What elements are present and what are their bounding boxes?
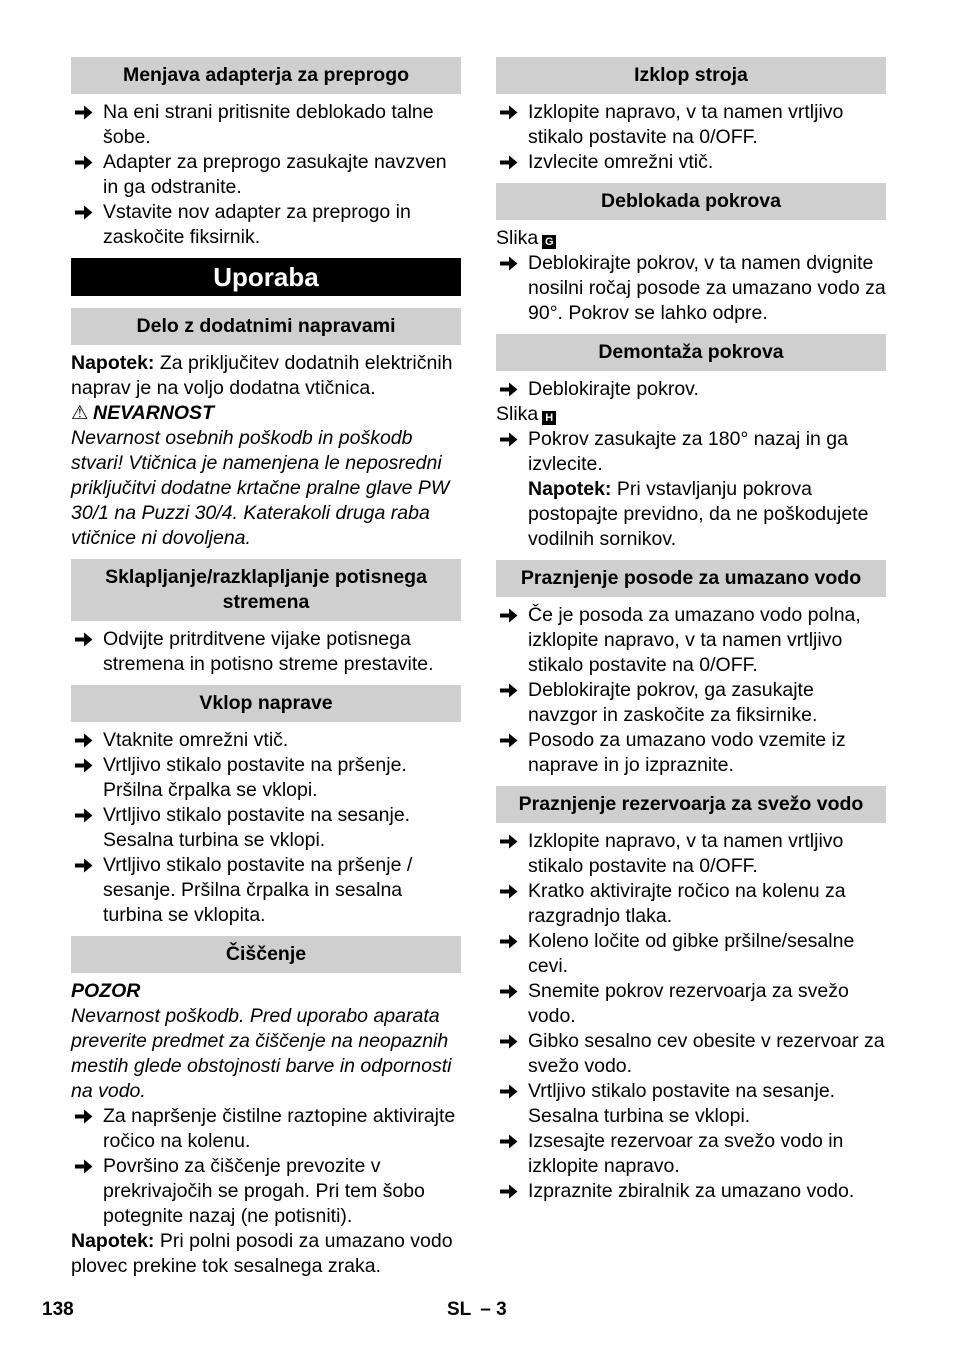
instruction-step (496, 829, 886, 879)
arrow-right-icon (500, 1079, 520, 1104)
instruction-step (496, 1079, 886, 1129)
section-heading: Izklop stroja (496, 57, 886, 94)
note-paragraph (496, 477, 886, 552)
step-text: Deblokirajte pokrov, v ta namen dvignite nosilni ročaj posode za umazano vodo za 90°. Pokrov se lahko odpre. (528, 252, 886, 324)
instruction-step (496, 150, 886, 175)
figure-tag: G (542, 235, 556, 249)
section-heading: Demontaža pokrova (496, 334, 886, 371)
instruction-step (71, 803, 461, 853)
instruction-step (71, 1154, 461, 1229)
step-text: Vrtljivo stikalo postavite na pršenje. Pršilna črpalka se vklopi. (103, 754, 407, 801)
step-text: Za napršenje čistilne raztopine aktivirajte ročico na kolenu. (103, 1105, 456, 1152)
arrow-right-icon (75, 803, 95, 828)
warning-text: Nevarnost osebnih poškodb in poškodb stvari! Vtičnica je namenjena le neposredni priključitvi dodatne krtačne pralne glave PW 30/1 na Puzzi 30/4. Katerakoli druga raba vtičnice ni dovoljena. (71, 427, 450, 549)
step-text: Vtaknite omrežni vtič. (103, 729, 289, 751)
section-heading: Praznjenje rezervoarja za svežo vodo (496, 786, 886, 823)
caution-label: POZOR (71, 980, 141, 1002)
instruction-step (71, 150, 461, 200)
step-text: Vrtljivo stikalo postavite na sesanje. Sesalna turbina se vklopi. (528, 1080, 836, 1127)
arrow-right-icon (500, 829, 520, 854)
instruction-step (496, 377, 886, 402)
note-paragraph (71, 351, 461, 401)
arrow-right-icon (500, 100, 520, 125)
step-text: Deblokirajte pokrov, ga zasukajte navzgor in zaskočite za fiksirnike. (528, 679, 818, 726)
section-heading: Sklapljanje/razklapljanje potisnega stremena (71, 559, 461, 621)
right-column (496, 57, 886, 1204)
arrow-right-icon (75, 728, 95, 753)
instruction-step (71, 1104, 461, 1154)
arrow-right-icon (500, 603, 520, 628)
step-text: Snemite pokrov rezervoarja za svežo vodo. (528, 980, 849, 1027)
step-text: Izsesajte rezervoar za svežo vodo in izklopite napravo. (528, 1130, 844, 1177)
figure-label: Slika (496, 227, 539, 249)
section-heading: Deblokada pokrova (496, 183, 886, 220)
arrow-right-icon (500, 1029, 520, 1054)
note-label: Napotek: (71, 352, 155, 374)
step-text: Izpraznite zbiralnik za umazano vodo. (528, 1180, 855, 1202)
warning-triangle-icon: ⚠ (71, 402, 89, 424)
arrow-right-icon (75, 1154, 95, 1179)
figure-label: Slika (496, 403, 539, 425)
step-text: Vstavite nov adapter za preprogo in zaskočite fiksirnik. (103, 201, 411, 248)
arrow-right-icon (75, 627, 95, 652)
figure-reference (496, 226, 886, 251)
section-heading: Čiščenje (71, 936, 461, 973)
instruction-step (71, 200, 461, 250)
arrow-right-icon (500, 678, 520, 703)
step-text: Izvlecite omrežni vtič. (528, 151, 714, 173)
note-label: Napotek: (71, 1230, 155, 1252)
note-label: Napotek: (528, 478, 612, 500)
warning-label: NEVARNOST (93, 402, 214, 424)
step-text: Na eni strani pritisnite deblokado talne šobe. (103, 101, 434, 148)
arrow-right-icon (75, 150, 95, 175)
arrow-right-icon (500, 929, 520, 954)
instruction-step (71, 753, 461, 803)
section-heading: Vklop naprave (71, 685, 461, 722)
step-text: Vrtljivo stikalo postavite na sesanje. Sesalna turbina se vklopi. (103, 804, 411, 851)
step-text: Izklopite napravo, v ta namen vrtljivo stikalo postavite na 0/OFF. (528, 830, 844, 877)
arrow-right-icon (500, 427, 520, 452)
arrow-right-icon (500, 1179, 520, 1204)
instruction-step (496, 678, 886, 728)
section-heading: Praznjenje posode za umazano vodo (496, 560, 886, 597)
arrow-right-icon (500, 1129, 520, 1154)
arrow-right-icon (500, 377, 520, 402)
step-text: Posodo za umazano vodo vzemite iz naprave in jo izpraznite. (528, 729, 846, 776)
instruction-step (496, 1179, 886, 1204)
instruction-step (496, 728, 886, 778)
arrow-right-icon (500, 979, 520, 1004)
note-text: Pri polni posodi za umazano vodo plovec prekine tok sesalnega zraka. (71, 1230, 453, 1277)
left-column (71, 57, 461, 1279)
note-text: Pri vstavljanju pokrova postopajte previdno, da ne poškodujete vodilnih sornikov. (528, 478, 869, 550)
step-text: Izklopite napravo, v ta namen vrtljivo stikalo postavite na 0/OFF. (528, 101, 844, 148)
instruction-step (496, 979, 886, 1029)
figure-tag: H (542, 411, 556, 425)
step-text: Če je posoda za umazano vodo polna, izklopite napravo, v ta namen vrtljivo stikalo postavite na 0/OFF. (528, 604, 861, 676)
arrow-right-icon (75, 1104, 95, 1129)
page-number: 138 (42, 1299, 74, 1320)
note-paragraph (71, 1229, 461, 1279)
step-text: Koleno ločite od gibke pršilne/sesalne cevi. (528, 930, 855, 977)
instruction-step (496, 603, 886, 678)
step-text: Površino za čiščenje prevozite v prekrivajočih se progah. Pri tem šobo potegnite nazaj (ne potisniti). (103, 1155, 425, 1227)
instruction-step (496, 929, 886, 979)
instruction-step (71, 728, 461, 753)
instruction-step (496, 879, 886, 929)
warning-heading (71, 401, 461, 426)
warning-text: Nevarnost poškodb. Pred uporabo aparata preverite predmet za čiščenje na neopaznih mestih glede obstojnosti barve in odpornosti na vodo. (71, 1005, 452, 1102)
step-text: Gibko sesalno cev obesite v rezervoar za svežo vodo. (528, 1030, 885, 1077)
arrow-right-icon (75, 100, 95, 125)
section-heading: Delo z dodatnimi napravami (71, 308, 461, 345)
chapter-title: Uporaba (71, 258, 461, 296)
arrow-right-icon (75, 200, 95, 225)
arrow-right-icon (75, 753, 95, 778)
step-text: Adapter za preprogo zasukajte navzven in ga odstranite. (103, 151, 447, 198)
section-heading: Menjava adapterja za preprogo (71, 57, 461, 94)
language-code: SL (447, 1299, 471, 1320)
instruction-step (71, 627, 461, 677)
instruction-step (496, 1029, 886, 1079)
instruction-step (71, 853, 461, 928)
arrow-right-icon (500, 251, 520, 276)
language-page-ref (447, 1297, 507, 1322)
step-text: Pokrov zasukajte za 180° nazaj in ga izvlecite. (528, 428, 848, 475)
step-text: Deblokirajte pokrov. (528, 378, 699, 400)
figure-reference (496, 402, 886, 427)
step-text: Vrtljivo stikalo postavite na pršenje / sesanje. Pršilna črpalka in sesalna turbina se vklopita. (103, 854, 413, 926)
arrow-right-icon (500, 728, 520, 753)
step-text: Odvijte pritrditvene vijake potisnega stremena in potisno streme prestavite. (103, 628, 434, 675)
section-page-ref: – 3 (480, 1299, 507, 1320)
instruction-step (496, 100, 886, 150)
arrow-right-icon (75, 853, 95, 878)
arrow-right-icon (500, 150, 520, 175)
step-text: Kratko aktivirajte ročico na kolenu za razgradnjo tlaka. (528, 880, 846, 927)
instruction-step (71, 100, 461, 150)
instruction-step (496, 427, 886, 477)
arrow-right-icon (500, 879, 520, 904)
instruction-step (496, 251, 886, 326)
note-text: Za priključitev dodatnih električnih naprav je na voljo dodatna vtičnica. (71, 352, 453, 399)
instruction-step (496, 1129, 886, 1179)
